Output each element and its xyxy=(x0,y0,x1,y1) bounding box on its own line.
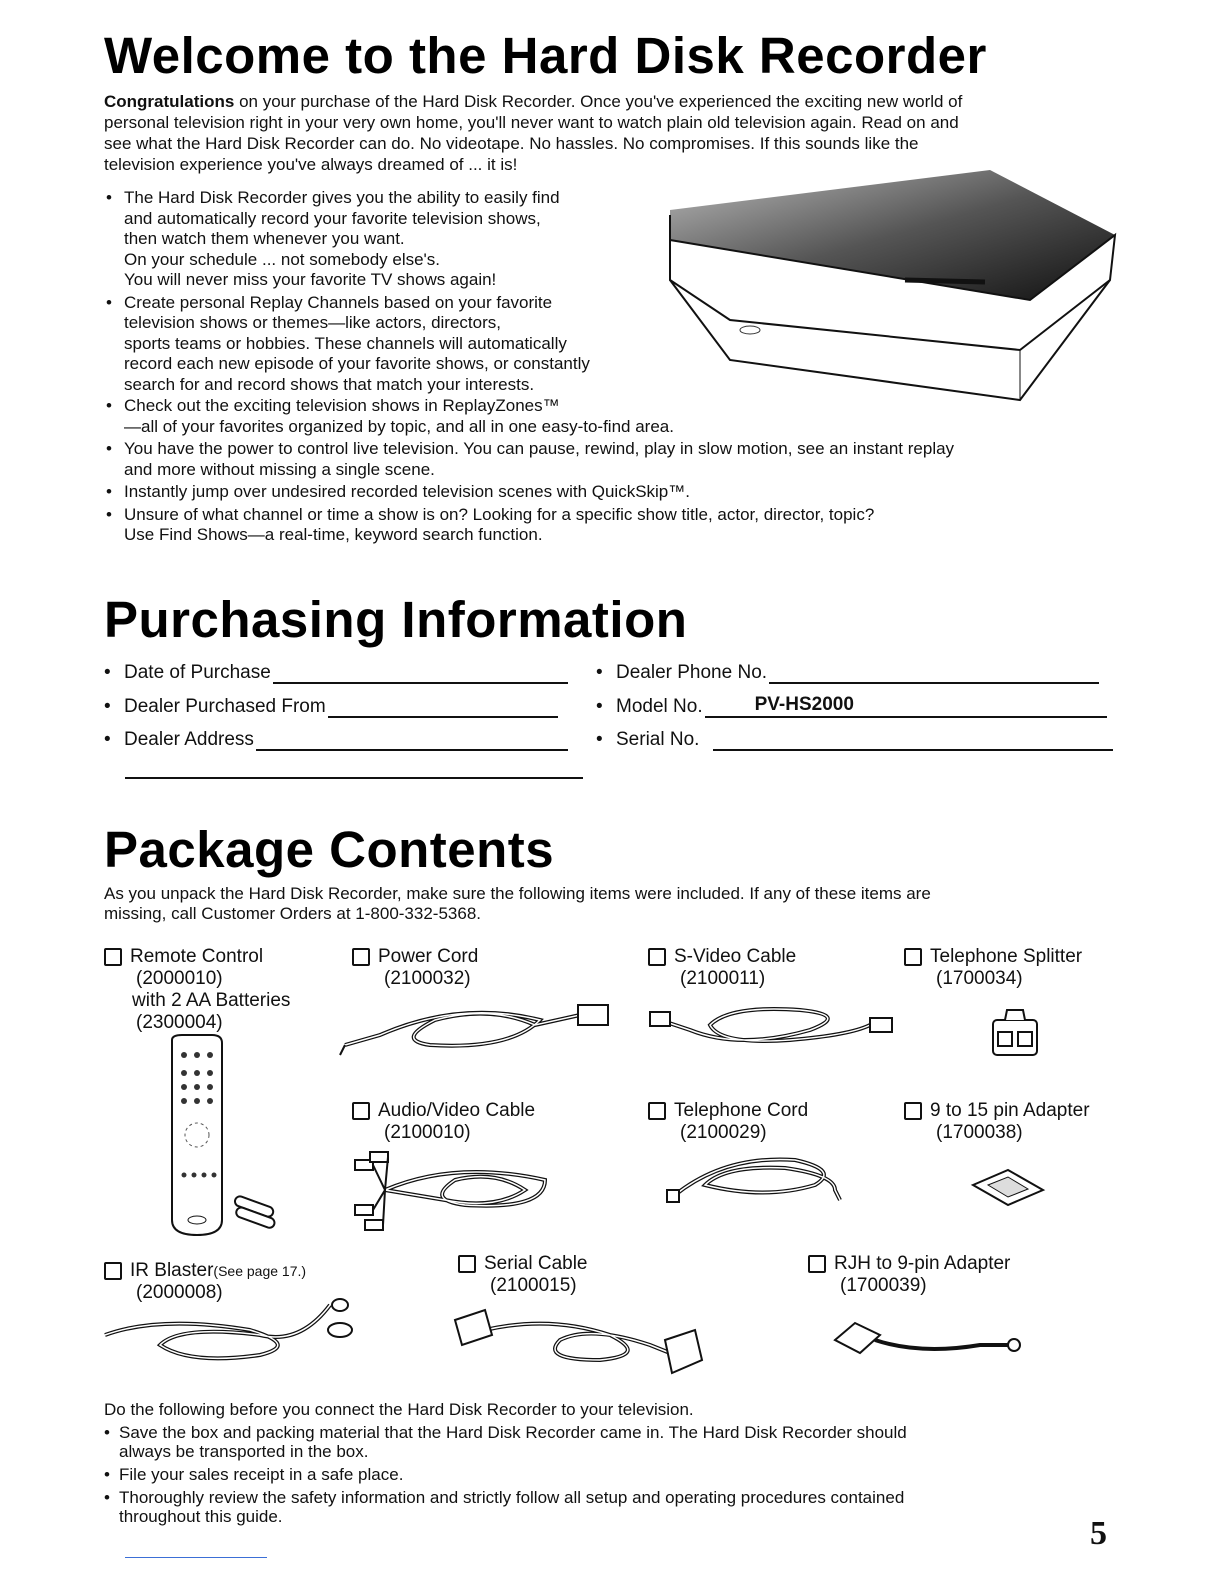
welcome-heading: Welcome to the Hard Disk Recorder xyxy=(104,27,987,84)
rjh-to-9-pin-adapter-illustration xyxy=(830,1315,1025,1360)
checkbox[interactable] xyxy=(648,948,666,966)
list-item: • File your sales receipt in a safe place. xyxy=(104,1465,1104,1484)
date-of-purchase-field: • Date of Purchase xyxy=(104,662,568,684)
serial-cable-illustration xyxy=(450,1305,710,1380)
package-heading: Package Contents xyxy=(104,821,555,878)
purchasing-heading: Purchasing Information xyxy=(104,591,688,648)
checkbox[interactable] xyxy=(104,948,122,966)
before-connecting-notes: Do the following before you connect the Hard Disk Recorder to your television. • Save the box and packing material that the Hard Disk Recorder came in. The Hard Disk Recorder should always be transported in the box. • File your sales receipt in a safe place. • Thoroughly review the safety information and strictly follow all setup and operating procedures contained throughout this guide. xyxy=(104,1400,1104,1530)
item-telephone-splitter: Telephone Splitter (1700034) xyxy=(904,946,1082,990)
item-serial-cable: Serial Cable (2100015) xyxy=(458,1253,588,1297)
feature-list-bottom xyxy=(104,396,1104,548)
audio-video-cable-illustration xyxy=(345,1150,565,1240)
list-item: • Create personal Replay Channels based on your favorite television shows or themes—like actors, directors, sports teams or hobbies. These channels will automatically record each new episode of your favorite shows, or constantly search for and record shows that match your interests. xyxy=(104,293,664,396)
model-number-value: PV-HS2000 xyxy=(754,694,854,715)
ir-blaster-illustration xyxy=(100,1295,365,1375)
list-item: • The Hard Disk Recorder gives you the ability to easily find and automatically record your favorite television shows, then watch them whenever you want. On your schedule ... not somebody else's. You will never miss your favorite TV shows again! xyxy=(104,188,664,291)
item-telephone-cord: Telephone Cord (2100029) xyxy=(648,1100,808,1144)
checkbox[interactable] xyxy=(104,1262,122,1280)
dealer-purchased-from-field: • Dealer Purchased From xyxy=(104,696,558,718)
list-item: • Unsure of what channel or time a show is on? Looking for a specific show title, actor, director, topic? Use Find Shows—a real-time, keyword search function. xyxy=(104,505,1104,546)
list-item: • Instantly jump over undesired recorded television scenes with QuickSkip™. xyxy=(104,482,1104,503)
package-intro: As you unpack the Hard Disk Recorder, make sure the following items were included. If any of these items are missing, call Customer Orders at 1-800-332-5368. xyxy=(104,884,931,923)
feature-list-top xyxy=(104,188,664,397)
intro-bold: Congratulations xyxy=(104,92,235,111)
dealer-phone-field: • Dealer Phone No. xyxy=(596,662,1099,684)
checkbox[interactable] xyxy=(904,948,922,966)
list-item: • Save the box and packing material that the Hard Disk Recorder came in. The Hard Disk Recorder should always be transported in the box. xyxy=(104,1423,1104,1461)
checkbox[interactable] xyxy=(352,1102,370,1120)
telephone-splitter-illustration xyxy=(985,1005,1045,1060)
checkbox[interactable] xyxy=(904,1102,922,1120)
remote-control-illustration xyxy=(162,1035,302,1245)
dealer-address-line-2 xyxy=(125,777,583,779)
list-item: • Thoroughly review the safety information and strictly follow all setup and operating procedures contained throughout this guide. xyxy=(104,1488,1104,1526)
model-number-field: • Model No. PV-HS2000 xyxy=(596,696,1107,718)
item-9-to-15-pin-adapter: 9 to 15 pin Adapter (1700038) xyxy=(904,1100,1090,1144)
checkbox[interactable] xyxy=(458,1255,476,1273)
hard-disk-recorder-illustration xyxy=(660,170,1120,400)
dealer-address-field: • Dealer Address xyxy=(104,729,568,751)
checkbox[interactable] xyxy=(352,948,370,966)
item-s-video-cable: S-Video Cable (2100011) xyxy=(648,946,796,990)
item-remote-control: Remote Control (2000010) with 2 AA Batteries (2300004) xyxy=(104,946,290,1034)
list-item: • You have the power to control live television. You can pause, rewind, play in slow motion, see an instant replay and more without missing a single scene. xyxy=(104,439,1104,480)
9-to-15-pin-adapter-illustration xyxy=(968,1165,1048,1210)
welcome-intro: Congratulations on your purchase of the Hard Disk Recorder. Once you've experienced the exciting new world of personal television right in your very own home, you'll never want to watch plain old television again. Read on and see what the Hard Disk Recorder can do. No videotape. No hassles. No compromises. If this sounds like the television experience you've always dreamed of ... it is! xyxy=(104,92,963,174)
item-power-cord: Power Cord (2100032) xyxy=(352,946,478,990)
checkbox[interactable] xyxy=(808,1255,826,1273)
item-ir-blaster: IR Blaster (See page 17.) (2000008) xyxy=(104,1260,306,1304)
checkbox[interactable] xyxy=(648,1102,666,1120)
serial-number-field: • Serial No. xyxy=(596,729,1113,751)
item-audio-video-cable: Audio/Video Cable (2100010) xyxy=(352,1100,535,1144)
item-rjh-to-9-pin-adapter: RJH to 9-pin Adapter (1700039) xyxy=(808,1253,1010,1297)
power-cord-illustration xyxy=(340,1000,615,1060)
s-video-cable-illustration xyxy=(650,1000,900,1060)
list-item: • Check out the exciting television shows in ReplayZones™ —all of your favorites organized by topic, and all in one easy-to-find area. xyxy=(104,396,1104,437)
telephone-cord-illustration xyxy=(665,1150,850,1210)
footer-rule xyxy=(125,1557,267,1558)
page-number: 5 xyxy=(1090,1515,1107,1552)
